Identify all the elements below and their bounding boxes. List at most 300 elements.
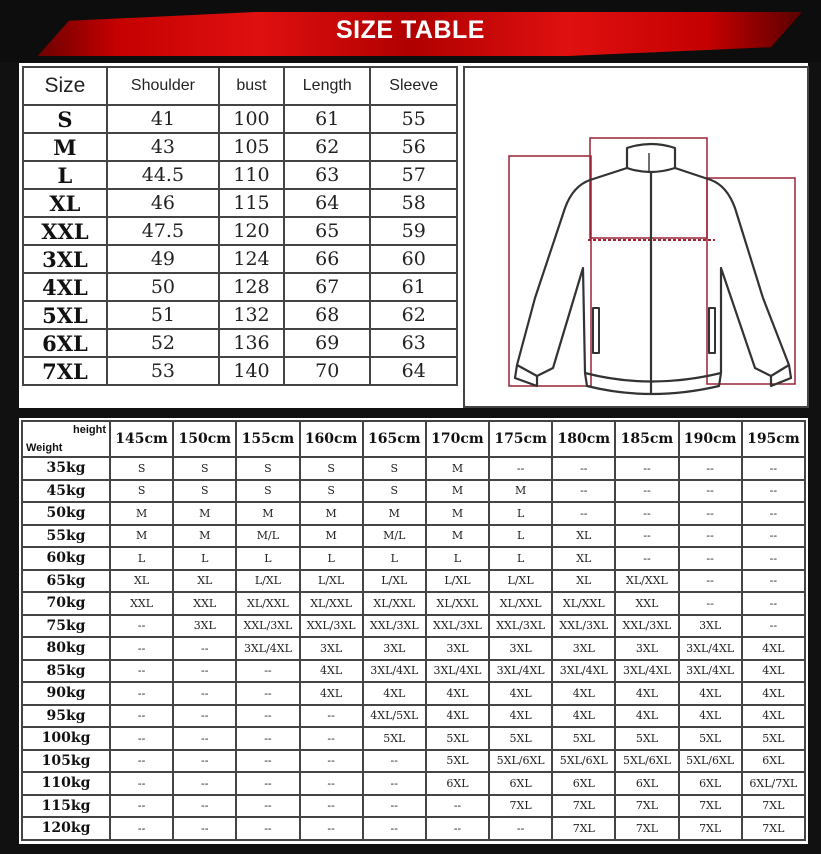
height-header-cell: 145cm [110,421,173,457]
recommended-size-cell: -- [615,480,678,503]
weight-label-cell: 50kg [22,502,110,525]
weight-row [22,660,805,683]
recommended-size-cell: M [489,480,552,503]
recommended-size-cell: -- [742,502,805,525]
recommended-size-cell: XXL/3XL [489,615,552,638]
size-value-cell: 41 [107,105,219,133]
corner-weight-label: Weight [26,442,63,454]
recommended-size-cell: -- [236,750,299,773]
size-table-header-cell: Length [284,67,371,105]
recommended-size-cell: L/XL [300,570,363,593]
recommended-size-cell: 6XL [426,772,489,795]
recommended-size-cell: -- [300,705,363,728]
recommended-size-cell: -- [173,637,236,660]
recommended-size-cell: L [489,547,552,570]
size-value-cell: 66 [284,245,371,273]
recommended-size-cell: -- [679,457,742,480]
size-value-cell: 46 [107,189,219,217]
recommended-size-cell: 4XL [489,705,552,728]
size-label-cell: M [23,133,107,161]
height-header-cell: 190cm [679,421,742,457]
size-table-row [23,133,457,161]
weight-row [22,502,805,525]
recommended-size-cell: M [300,502,363,525]
weight-label-cell: 75kg [22,615,110,638]
recommended-size-cell: XXL/3XL [552,615,615,638]
size-table-row [23,329,457,357]
recommended-size-cell: -- [742,525,805,548]
recommended-size-cell: 3XL/4XL [426,660,489,683]
size-value-cell: 55 [370,105,457,133]
recommended-size-cell: S [363,457,426,480]
recommended-size-cell: -- [363,772,426,795]
recommended-size-cell: M [173,502,236,525]
weight-row [22,480,805,503]
weight-row [22,547,805,570]
recommended-size-cell: M [173,525,236,548]
size-table-row [23,357,457,385]
recommended-size-cell: XXL [615,592,678,615]
recommended-size-cell: -- [236,682,299,705]
recommended-size-cell: 6XL [742,750,805,773]
recommended-size-cell: S [110,480,173,503]
weight-label-cell: 65kg [22,570,110,593]
weight-label-cell: 95kg [22,705,110,728]
weight-row [22,817,805,840]
height-header-cell: 160cm [300,421,363,457]
recommended-size-cell: -- [489,457,552,480]
weight-row [22,457,805,480]
recommended-size-cell: 5XL [679,727,742,750]
recommended-size-cell: -- [679,547,742,570]
recommended-size-cell: 7XL [615,817,678,840]
size-value-cell: 61 [370,273,457,301]
size-table-row [23,161,457,189]
size-table-row [23,105,457,133]
size-table-row [23,245,457,273]
recommended-size-cell: 5XL [426,750,489,773]
recommended-size-cell: 4XL [615,682,678,705]
size-label-cell: 4XL [23,273,107,301]
size-table-header-cell: Sleeve [370,67,457,105]
size-value-cell: 53 [107,357,219,385]
size-label-cell: 5XL [23,301,107,329]
weight-label-cell: 60kg [22,547,110,570]
size-value-cell: 65 [284,217,371,245]
recommended-size-cell: -- [615,457,678,480]
recommended-size-cell: 7XL [615,795,678,818]
recommended-size-cell: XL/XXL [426,592,489,615]
recommended-size-cell: -- [110,817,173,840]
recommended-size-cell: -- [110,727,173,750]
recommended-size-cell: -- [615,502,678,525]
recommended-size-cell: -- [110,637,173,660]
recommended-size-cell: 3XL/4XL [679,660,742,683]
recommended-size-cell: -- [110,750,173,773]
size-value-cell: 64 [370,357,457,385]
size-value-cell: 62 [370,301,457,329]
recommended-size-cell: 4XL [742,682,805,705]
size-value-cell: 132 [219,301,284,329]
recommended-size-cell: -- [742,615,805,638]
size-value-cell: 64 [284,189,371,217]
size-value-cell: 70 [284,357,371,385]
recommended-size-cell: 6XL/7XL [742,772,805,795]
recommended-size-cell: 5XL [615,727,678,750]
weight-row [22,615,805,638]
size-table-row [23,189,457,217]
weight-row [22,592,805,615]
size-value-cell: 62 [284,133,371,161]
size-value-cell: 105 [219,133,284,161]
weight-row [22,570,805,593]
weight-row [22,795,805,818]
size-table-header-row [23,67,457,105]
recommended-size-cell: 3XL [679,615,742,638]
recommended-size-cell: XL/XXL [236,592,299,615]
size-value-cell: 63 [284,161,371,189]
recommended-size-cell: -- [173,705,236,728]
recommended-size-cell: -- [552,502,615,525]
recommended-size-cell: -- [110,682,173,705]
recommended-size-cell: M [300,525,363,548]
weight-row [22,772,805,795]
recommended-size-cell: 5XL [489,727,552,750]
size-table-row [23,273,457,301]
recommended-size-cell: -- [742,570,805,593]
recommended-size-cell: XL [552,525,615,548]
recommended-size-cell: 4XL [679,705,742,728]
size-table-header-cell: Shoulder [107,67,219,105]
recommended-size-cell: -- [236,795,299,818]
recommended-size-cell: S [300,480,363,503]
height-header-cell: 170cm [426,421,489,457]
recommended-size-cell: 4XL/5XL [363,705,426,728]
recommended-size-cell: -- [173,772,236,795]
height-header-cell: 165cm [363,421,426,457]
recommended-size-cell: 7XL [679,795,742,818]
weight-label-cell: 110kg [22,772,110,795]
recommended-size-cell: XXL [173,592,236,615]
recommended-size-cell: 4XL [615,705,678,728]
recommended-size-cell: XXL/3XL [615,615,678,638]
size-table-row [23,217,457,245]
size-value-cell: 128 [219,273,284,301]
recommended-size-cell: 4XL [426,705,489,728]
recommended-size-cell: -- [110,795,173,818]
size-value-cell: 49 [107,245,219,273]
weight-label-cell: 55kg [22,525,110,548]
recommended-size-cell: -- [236,772,299,795]
recommended-size-cell: M/L [236,525,299,548]
recommended-size-cell: M [426,457,489,480]
weight-label-cell: 120kg [22,817,110,840]
recommended-size-cell: 3XL/4XL [552,660,615,683]
recommended-size-cell: -- [300,727,363,750]
weight-row [22,727,805,750]
recommended-size-cell: -- [489,817,552,840]
recommended-size-cell: 5XL/6XL [489,750,552,773]
recommended-size-cell: 3XL [615,637,678,660]
recommended-size-cell: -- [236,727,299,750]
recommended-size-cell: M [363,502,426,525]
recommended-size-cell: XL/XXL [552,592,615,615]
recommended-size-cell: -- [300,772,363,795]
size-table-header-cell: bust [219,67,284,105]
recommended-size-cell: M [426,502,489,525]
recommended-size-cell: -- [552,457,615,480]
size-table-header-cell: Size [23,67,107,105]
recommended-size-cell: S [173,457,236,480]
recommended-size-cell: M [426,480,489,503]
recommended-size-cell: 3XL/4XL [236,637,299,660]
recommended-size-cell: 3XL/4XL [615,660,678,683]
recommended-size-cell: 3XL [363,637,426,660]
recommended-size-cell: XXL/3XL [426,615,489,638]
size-table-row [23,301,457,329]
recommended-size-cell: L/XL [426,570,489,593]
recommended-size-cell: -- [236,705,299,728]
recommended-size-cell: XL [552,547,615,570]
size-value-cell: 100 [219,105,284,133]
jacket-drawing [465,68,807,406]
size-value-cell: 47.5 [107,217,219,245]
recommended-size-cell: XL [552,570,615,593]
recommended-size-cell: S [236,480,299,503]
recommended-size-cell: XXL/3XL [363,615,426,638]
recommended-size-cell: -- [742,592,805,615]
recommended-size-cell: 7XL [679,817,742,840]
recommended-size-cell: 3XL [426,637,489,660]
size-value-cell: 56 [370,133,457,161]
recommended-size-cell: L [489,525,552,548]
recommended-size-cell: 3XL [173,615,236,638]
recommended-size-cell: L/XL [489,570,552,593]
recommended-size-cell: -- [173,817,236,840]
recommended-size-cell: 5XL [426,727,489,750]
recommended-size-cell: -- [679,592,742,615]
size-value-cell: 69 [284,329,371,357]
recommended-size-cell: M [110,502,173,525]
weight-row [22,682,805,705]
recommended-size-cell: XXL/3XL [300,615,363,638]
recommended-size-cell: -- [615,525,678,548]
height-header-cell: 150cm [173,421,236,457]
height-header-cell: 180cm [552,421,615,457]
recommended-size-cell: L [363,547,426,570]
weight-label-cell: 105kg [22,750,110,773]
size-value-cell: 61 [284,105,371,133]
jacket-outline [515,144,791,394]
corner-height-label: height [73,424,106,436]
recommended-size-cell: 6XL [679,772,742,795]
height-header-cell: 155cm [236,421,299,457]
recommended-size-cell: -- [426,795,489,818]
recommended-size-cell: -- [173,750,236,773]
recommended-size-cell: XL/XXL [615,570,678,593]
recommended-size-cell: S [110,457,173,480]
recommended-size-cell: -- [110,615,173,638]
size-label-cell: 7XL [23,357,107,385]
recommended-size-cell: -- [110,705,173,728]
height-header-cell: 185cm [615,421,678,457]
size-value-cell: 124 [219,245,284,273]
recommended-size-cell: XL [173,570,236,593]
weight-label-cell: 80kg [22,637,110,660]
weight-row [22,750,805,773]
recommended-size-cell: 7XL [552,817,615,840]
size-value-cell: 67 [284,273,371,301]
size-value-cell: 140 [219,357,284,385]
recommended-size-cell: S [236,457,299,480]
recommended-size-cell: -- [679,480,742,503]
weight-height-size-table [21,420,806,841]
recommended-size-cell: -- [110,660,173,683]
recommended-size-cell: L [426,547,489,570]
jacket-illustration [463,66,809,408]
recommended-size-cell: 5XL/6XL [615,750,678,773]
recommended-size-cell: -- [679,525,742,548]
recommended-size-cell: XXL/3XL [236,615,299,638]
recommended-size-cell: L [489,502,552,525]
recommended-size-cell: -- [110,772,173,795]
recommended-size-cell: 4XL [679,682,742,705]
weight-label-cell: 85kg [22,660,110,683]
size-value-cell: 43 [107,133,219,161]
banner-title: SIZE TABLE [336,16,485,44]
weight-label-cell: 115kg [22,795,110,818]
recommended-size-cell: M [426,525,489,548]
weight-label-cell: 70kg [22,592,110,615]
measurement-panel [19,63,808,408]
size-label-cell: L [23,161,107,189]
size-value-cell: 68 [284,301,371,329]
recommended-size-cell: 6XL [489,772,552,795]
size-value-cell: 115 [219,189,284,217]
recommended-size-cell: -- [552,480,615,503]
size-value-cell: 110 [219,161,284,189]
recommended-size-cell: L [300,547,363,570]
recommended-size-cell: -- [173,727,236,750]
size-value-cell: 57 [370,161,457,189]
recommended-size-cell: 3XL [489,637,552,660]
recommended-size-cell: -- [173,682,236,705]
recommended-size-cell: -- [363,795,426,818]
recommended-size-cell: 7XL [742,817,805,840]
size-value-cell: 60 [370,245,457,273]
recommended-size-cell: 3XL/4XL [679,637,742,660]
recommended-size-cell: S [173,480,236,503]
recommended-size-cell: -- [679,570,742,593]
recommended-size-cell: 4XL [552,705,615,728]
recommended-size-cell: -- [173,660,236,683]
recommended-size-cell: 3XL [552,637,615,660]
weight-row [22,525,805,548]
recommended-size-cell: -- [300,750,363,773]
recommended-size-cell: XL/XXL [300,592,363,615]
size-label-cell: XXL [23,217,107,245]
recommended-size-cell: 6XL [552,772,615,795]
recommended-size-cell: L [236,547,299,570]
recommended-size-cell: XL [110,570,173,593]
recommended-size-cell: XL/XXL [489,592,552,615]
recommended-size-cell: -- [173,795,236,818]
size-value-cell: 44.5 [107,161,219,189]
size-label-cell: 3XL [23,245,107,273]
recommended-size-cell: 5XL [742,727,805,750]
recommended-size-cell: 5XL [552,727,615,750]
height-header-cell: 175cm [489,421,552,457]
recommended-size-cell: 4XL [363,682,426,705]
weight-height-panel [19,418,808,844]
recommended-size-cell: 5XL [363,727,426,750]
recommended-size-cell: 4XL [742,705,805,728]
recommended-size-cell: -- [679,502,742,525]
recommended-size-cell: -- [300,795,363,818]
recommended-size-cell: L [110,547,173,570]
recommended-size-cell: 7XL [742,795,805,818]
size-value-cell: 136 [219,329,284,357]
recommended-size-cell: 4XL [742,660,805,683]
height-header-row [22,421,805,457]
size-value-cell: 59 [370,217,457,245]
weight-label-cell: 90kg [22,682,110,705]
recommended-size-cell: 5XL/6XL [552,750,615,773]
recommended-size-cell: L/XL [236,570,299,593]
size-value-cell: 58 [370,189,457,217]
recommended-size-cell: S [300,457,363,480]
recommended-size-cell: -- [426,817,489,840]
recommended-size-cell: 3XL [300,637,363,660]
banner [0,0,821,62]
recommended-size-cell: -- [742,457,805,480]
recommended-size-cell: 3XL/4XL [363,660,426,683]
size-value-cell: 120 [219,217,284,245]
recommended-size-cell: -- [742,547,805,570]
recommended-size-cell: -- [615,547,678,570]
recommended-size-cell: M [236,502,299,525]
recommended-size-cell: 4XL [552,682,615,705]
size-label-cell: 6XL [23,329,107,357]
weight-row [22,705,805,728]
recommended-size-cell: 4XL [300,660,363,683]
weight-height-corner-cell [22,421,110,457]
recommended-size-cell: L [173,547,236,570]
recommended-size-cell: 3XL/4XL [489,660,552,683]
recommended-size-cell: -- [363,750,426,773]
size-label-cell: XL [23,189,107,217]
weight-label-cell: 35kg [22,457,110,480]
recommended-size-cell: S [363,480,426,503]
recommended-size-cell: -- [742,480,805,503]
recommended-size-cell: 7XL [552,795,615,818]
size-value-cell: 52 [107,329,219,357]
size-value-cell: 63 [370,329,457,357]
recommended-size-cell: -- [236,817,299,840]
recommended-size-cell: XXL [110,592,173,615]
size-measurement-table [22,66,458,386]
recommended-size-cell: M [110,525,173,548]
height-header-cell: 195cm [742,421,805,457]
recommended-size-cell: -- [236,660,299,683]
recommended-size-cell: 6XL [615,772,678,795]
recommended-size-cell: M/L [363,525,426,548]
recommended-size-cell: 4XL [426,682,489,705]
recommended-size-cell: L/XL [363,570,426,593]
recommended-size-cell: -- [363,817,426,840]
size-value-cell: 50 [107,273,219,301]
recommended-size-cell: 4XL [489,682,552,705]
